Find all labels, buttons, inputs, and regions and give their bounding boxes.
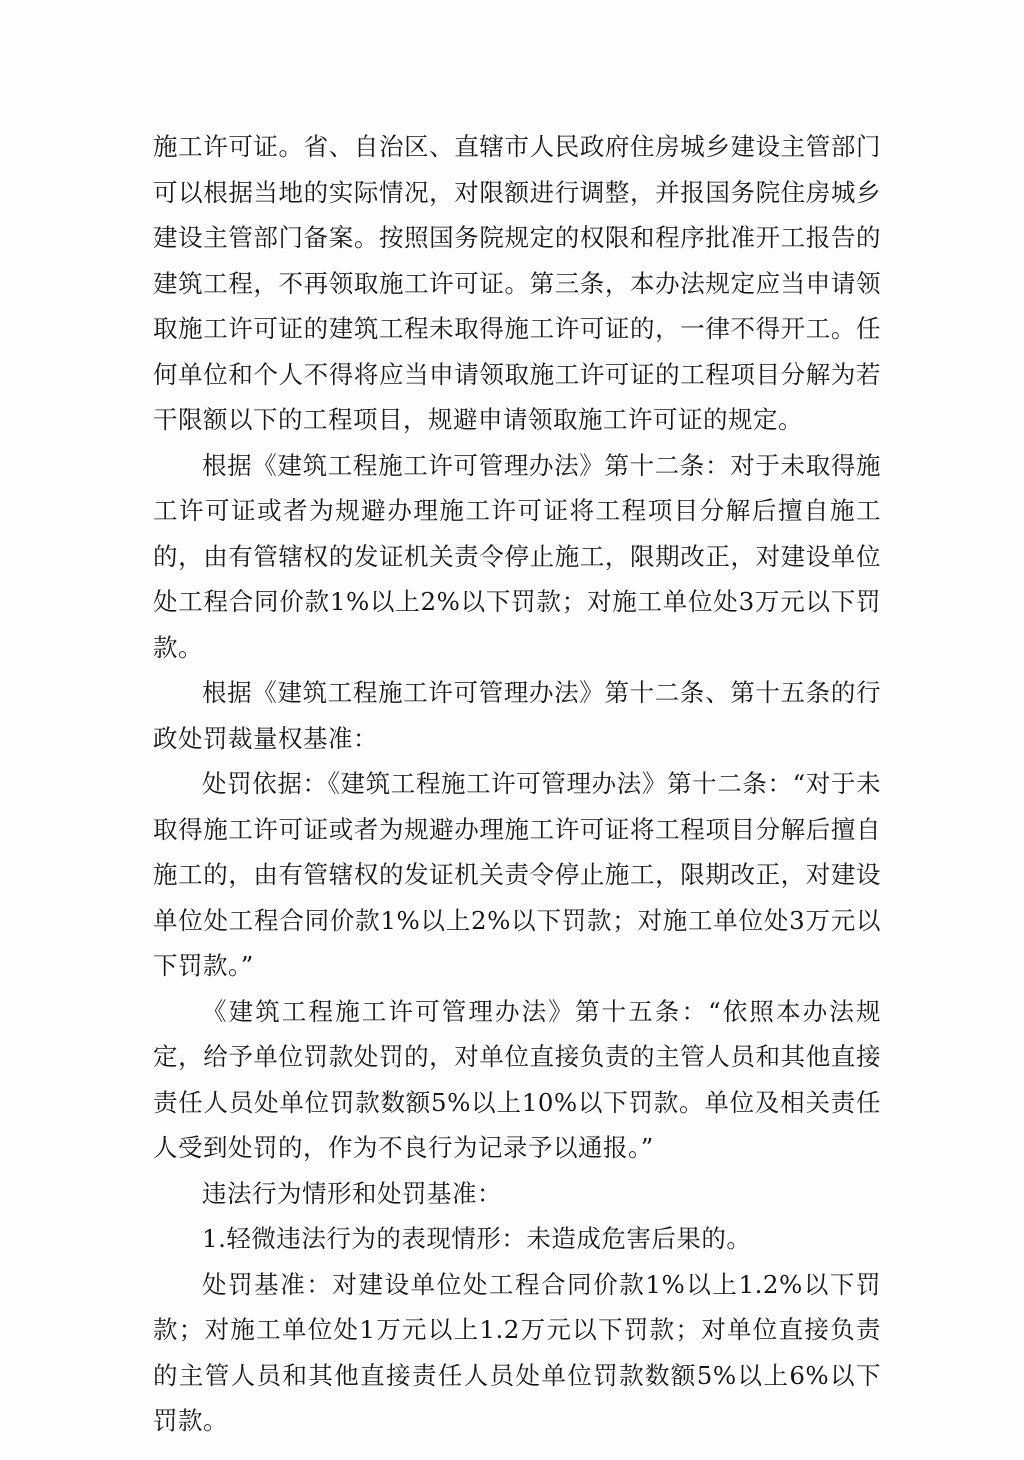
paragraph-2: 根据《建筑工程施工许可管理办法》第十二条：对于未取得施工许可证或者为规避办理施工许可证将工程项目分解后擅自施工的，由有管辖权的发证机关责令停止施工，限期改正，对建设单位处工程合同价款1%以上2%以下罚款；对施工单位处3万元以下罚款。	[153, 450, 881, 662]
paragraph-3: 根据《建筑工程施工许可管理办法》第十二条、第十五条的行政处罚裁量权基准：	[153, 678, 881, 753]
paragraph-4: 处罚依据：《建筑工程施工许可管理办法》第十二条：“对于未取得施工许可证或者为规避办理施工许可证将工程项目分解后擅自施工的，由有管辖权的发证机关责令停止施工，限期改正，对建设单位处工程合同价款1%以上2%以下罚款；对施工单位处3万元以下罚款。”	[153, 769, 881, 980]
paragraph-5: 《建筑工程施工许可管理办法》第十五条：“依照本办法规定，给予单位罚款处罚的，对单位直接负责的主管人员和其他直接责任人员处单位罚款数额5%以上10%以下罚款。单位及相关责任人受到处罚的，作为不良行为记录予以通报。”	[153, 996, 881, 1162]
paragraph-7: 1.轻微违法行为的表现情形：未造成危害后果的。	[202, 1224, 752, 1253]
paragraph-6: 违法行为情形和处罚基准：	[202, 1178, 502, 1208]
paragraph-1: 施工许可证。省、自治区、直辖市人民政府住房城乡建设主管部门可以根据当地的实际情况，对限额进行调整，并报国务院住房城乡建设主管部门备案。按照国务院规定的权限和程序批准开工报告的建筑工程，不再领取施工许可证。第三条，本办法规定应当申请领取施工许可证的建筑工程未取得施工许可证的，一律不得开工。任何单位和个人不得将应当申请领取施工许可证的工程项目分解为若干限额以下的工程项目，规避申请领取施工许可证的规定。	[153, 132, 881, 434]
paragraph-8: 处罚基准：对建设单位处工程合同价款1%以上1.2%以下罚款；对施工单位处1万元以上1.2万元以下罚款；对单位直接负责的主管人员和其他直接责任人员处单位罚款数额5%以上6%以下罚款。	[153, 1269, 881, 1435]
document-body	[153, 124, 881, 1444]
